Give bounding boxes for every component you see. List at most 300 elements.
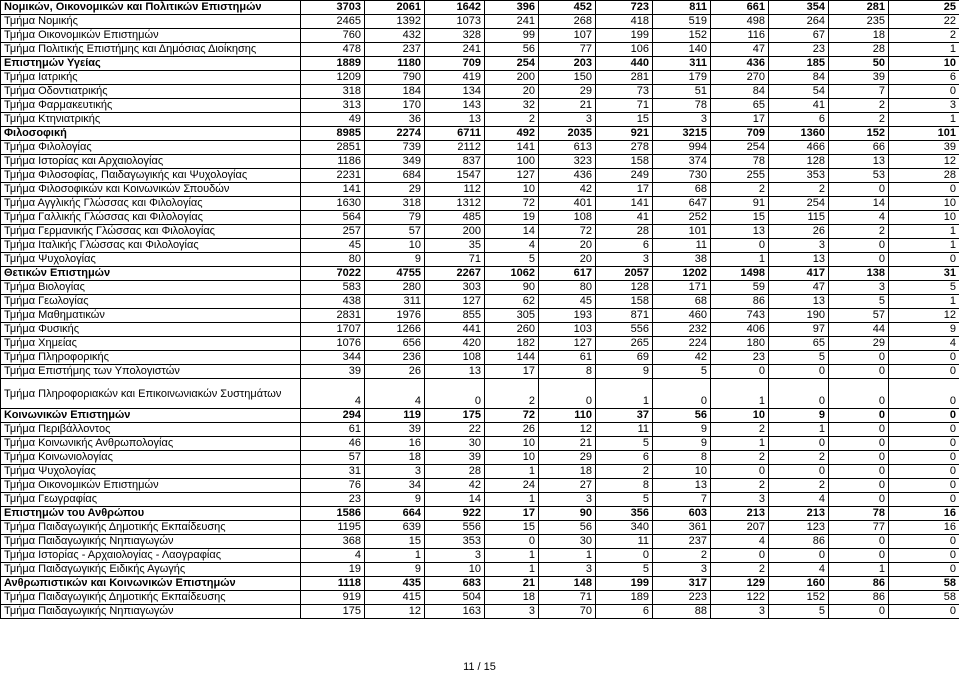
value-cell: 406 xyxy=(711,323,769,337)
value-cell: 0 xyxy=(485,535,539,549)
value-cell: 401 xyxy=(539,197,596,211)
value-cell: 73 xyxy=(596,85,653,99)
value-cell: 17 xyxy=(711,113,769,127)
row-label: Τμήμα Παιδαγωγικής Ειδικής Αγωγής xyxy=(1,563,301,577)
value-cell: 42 xyxy=(425,479,485,493)
value-cell: 0 xyxy=(829,351,889,365)
value-cell: 2 xyxy=(829,99,889,113)
value-cell: 317 xyxy=(653,577,711,591)
value-cell: 58 xyxy=(889,577,959,591)
value-cell: 103 xyxy=(539,323,596,337)
value-cell: 4 xyxy=(301,379,365,409)
row-label: Τμήμα Φιλολογίας xyxy=(1,141,301,155)
value-cell: 0 xyxy=(769,437,829,451)
value-cell: 0 xyxy=(829,183,889,197)
value-cell: 10 xyxy=(485,451,539,465)
value-cell: 1392 xyxy=(365,15,425,29)
value-cell: 106 xyxy=(596,43,653,57)
value-cell: 30 xyxy=(539,535,596,549)
value-cell: 58 xyxy=(889,591,959,605)
value-cell: 0 xyxy=(829,409,889,423)
value-cell: 36 xyxy=(365,113,425,127)
department-row xyxy=(1,183,959,197)
value-cell: 709 xyxy=(425,57,485,71)
value-cell: 2 xyxy=(485,113,539,127)
value-cell: 235 xyxy=(829,15,889,29)
value-cell: 12 xyxy=(889,309,959,323)
value-cell: 0 xyxy=(889,183,959,197)
value-cell: 21 xyxy=(539,99,596,113)
value-cell: 0 xyxy=(829,437,889,451)
value-cell: 684 xyxy=(365,169,425,183)
value-cell: 353 xyxy=(769,169,829,183)
value-cell: 200 xyxy=(425,225,485,239)
value-cell: 0 xyxy=(769,379,829,409)
value-cell: 3 xyxy=(653,563,711,577)
value-cell: 2 xyxy=(711,563,769,577)
value-cell: 21 xyxy=(485,577,539,591)
value-cell: 855 xyxy=(425,309,485,323)
value-cell: 34 xyxy=(365,479,425,493)
department-row xyxy=(1,155,959,169)
value-cell: 39 xyxy=(301,365,365,379)
department-row xyxy=(1,113,959,127)
value-cell: 0 xyxy=(653,379,711,409)
row-label: Τμήμα Κοινωνικής Ανθρωπολογίας xyxy=(1,437,301,451)
value-cell: 54 xyxy=(769,85,829,99)
value-cell: 26 xyxy=(769,225,829,239)
value-cell: 236 xyxy=(365,351,425,365)
row-label: Τμήμα Παιδαγωγικής Νηπιαγωγών xyxy=(1,535,301,549)
value-cell: 10 xyxy=(889,57,959,71)
value-cell: 5 xyxy=(485,253,539,267)
department-row xyxy=(1,141,959,155)
value-cell: 432 xyxy=(365,29,425,43)
value-cell: 76 xyxy=(301,479,365,493)
value-cell: 260 xyxy=(485,323,539,337)
value-cell: 4 xyxy=(889,337,959,351)
value-cell: 9 xyxy=(365,493,425,507)
value-cell: 47 xyxy=(769,281,829,295)
value-cell: 12 xyxy=(365,605,425,619)
value-cell: 5 xyxy=(769,351,829,365)
value-cell: 30 xyxy=(425,437,485,451)
department-row xyxy=(1,309,959,323)
value-cell: 2 xyxy=(769,451,829,465)
value-cell: 303 xyxy=(425,281,485,295)
value-cell: 223 xyxy=(653,591,711,605)
value-cell: 17 xyxy=(485,365,539,379)
value-cell: 79 xyxy=(365,211,425,225)
value-cell: 417 xyxy=(769,267,829,281)
value-cell: 29 xyxy=(829,337,889,351)
value-cell: 10 xyxy=(889,197,959,211)
value-cell: 84 xyxy=(711,85,769,99)
value-cell: 25 xyxy=(889,1,959,15)
value-cell: 170 xyxy=(365,99,425,113)
value-cell: 5 xyxy=(889,281,959,295)
value-cell: 128 xyxy=(596,281,653,295)
value-cell: 504 xyxy=(425,591,485,605)
value-cell: 3 xyxy=(425,549,485,563)
value-cell: 127 xyxy=(539,337,596,351)
value-cell: 556 xyxy=(425,521,485,535)
value-cell: 19 xyxy=(485,211,539,225)
value-cell: 13 xyxy=(769,295,829,309)
row-label: Τμήμα Πληροφορικής xyxy=(1,351,301,365)
value-cell: 440 xyxy=(596,57,653,71)
value-cell: 127 xyxy=(485,169,539,183)
value-cell: 2465 xyxy=(301,15,365,29)
value-cell: 140 xyxy=(653,43,711,57)
value-cell: 224 xyxy=(653,337,711,351)
value-cell: 1547 xyxy=(425,169,485,183)
value-cell: 86 xyxy=(829,591,889,605)
value-cell: 38 xyxy=(653,253,711,267)
value-cell: 0 xyxy=(711,365,769,379)
value-cell: 1 xyxy=(889,113,959,127)
value-cell: 255 xyxy=(711,169,769,183)
value-cell: 134 xyxy=(425,85,485,99)
value-cell: 29 xyxy=(539,85,596,99)
row-label: Κοινωνικών Επιστημών xyxy=(1,409,301,423)
value-cell: 9 xyxy=(365,253,425,267)
value-cell: 11 xyxy=(596,535,653,549)
faculty-total-row xyxy=(1,409,959,423)
value-cell: 3 xyxy=(711,493,769,507)
value-cell: 13 xyxy=(653,479,711,493)
value-cell: 20 xyxy=(485,85,539,99)
value-cell: 5 xyxy=(596,563,653,577)
value-cell: 10 xyxy=(889,211,959,225)
value-cell: 50 xyxy=(829,57,889,71)
value-cell: 10 xyxy=(711,409,769,423)
value-cell: 241 xyxy=(485,15,539,29)
value-cell: 18 xyxy=(485,591,539,605)
value-cell: 51 xyxy=(653,85,711,99)
row-label: Τμήμα Χημείας xyxy=(1,337,301,351)
row-label: Τμήμα Πολιτικής Επιστήμης και Δημόσιας Διοίκησης xyxy=(1,43,301,57)
value-cell: 4 xyxy=(301,549,365,563)
value-cell: 415 xyxy=(365,591,425,605)
department-row xyxy=(1,253,959,267)
value-cell: 128 xyxy=(769,155,829,169)
value-cell: 28 xyxy=(425,465,485,479)
value-cell: 323 xyxy=(539,155,596,169)
value-cell: 175 xyxy=(425,409,485,423)
value-cell: 2267 xyxy=(425,267,485,281)
row-label: Τμήμα Ιστορίας και Αρχαιολογίας xyxy=(1,155,301,169)
department-row xyxy=(1,549,959,563)
value-cell: 344 xyxy=(301,351,365,365)
value-cell: 56 xyxy=(653,409,711,423)
value-cell: 318 xyxy=(365,197,425,211)
value-cell: 9 xyxy=(653,423,711,437)
value-cell: 35 xyxy=(425,239,485,253)
value-cell: 5 xyxy=(829,295,889,309)
row-label: Τμήμα Παιδαγωγικής Δημοτικής Εκπαίδευσης xyxy=(1,591,301,605)
department-row xyxy=(1,239,959,253)
value-cell: 241 xyxy=(425,43,485,57)
value-cell: 0 xyxy=(889,563,959,577)
value-cell: 683 xyxy=(425,577,485,591)
table-body xyxy=(1,1,959,619)
value-cell: 3 xyxy=(485,605,539,619)
value-cell: 0 xyxy=(829,493,889,507)
value-cell: 0 xyxy=(889,535,959,549)
value-cell: 97 xyxy=(769,323,829,337)
value-cell: 8 xyxy=(653,451,711,465)
value-cell: 8 xyxy=(539,365,596,379)
value-cell: 16 xyxy=(365,437,425,451)
value-cell: 0 xyxy=(889,85,959,99)
value-cell: 3215 xyxy=(653,127,711,141)
value-cell: 12 xyxy=(539,423,596,437)
value-cell: 436 xyxy=(711,57,769,71)
row-label: Τμήμα Κτηνιατρικής xyxy=(1,113,301,127)
value-cell: 2 xyxy=(711,423,769,437)
value-cell: 1 xyxy=(485,493,539,507)
value-cell: 1642 xyxy=(425,1,485,15)
value-cell: 739 xyxy=(365,141,425,155)
row-label: Τμήμα Οδοντιατρικής xyxy=(1,85,301,99)
value-cell: 160 xyxy=(769,577,829,591)
row-label: Τμήμα Οικονομικών Επιστημών xyxy=(1,479,301,493)
value-cell: 77 xyxy=(539,43,596,57)
value-cell: 6 xyxy=(596,451,653,465)
row-label: Τμήμα Νομικής xyxy=(1,15,301,29)
value-cell: 190 xyxy=(769,309,829,323)
value-cell: 14 xyxy=(829,197,889,211)
value-cell: 115 xyxy=(769,211,829,225)
value-cell: 7 xyxy=(653,493,711,507)
value-cell: 0 xyxy=(829,605,889,619)
value-cell: 61 xyxy=(539,351,596,365)
value-cell: 99 xyxy=(485,29,539,43)
value-cell: 349 xyxy=(365,155,425,169)
value-cell: 583 xyxy=(301,281,365,295)
value-cell: 0 xyxy=(829,253,889,267)
value-cell: 11 xyxy=(653,239,711,253)
row-label: Ανθρωπιστικών και Κοινωνικών Επιστημών xyxy=(1,577,301,591)
value-cell: 811 xyxy=(653,1,711,15)
value-cell: 24 xyxy=(485,479,539,493)
value-cell: 3 xyxy=(653,113,711,127)
value-cell: 2831 xyxy=(301,309,365,323)
value-cell: 7022 xyxy=(301,267,365,281)
value-cell: 1 xyxy=(365,549,425,563)
department-row xyxy=(1,423,959,437)
value-cell: 0 xyxy=(539,379,596,409)
value-cell: 152 xyxy=(769,591,829,605)
value-cell: 354 xyxy=(769,1,829,15)
value-cell: 152 xyxy=(829,127,889,141)
value-cell: 180 xyxy=(711,337,769,351)
value-cell: 1 xyxy=(485,563,539,577)
value-cell: 9 xyxy=(596,365,653,379)
value-cell: 10 xyxy=(653,465,711,479)
value-cell: 2 xyxy=(769,183,829,197)
value-cell: 2 xyxy=(711,451,769,465)
department-row xyxy=(1,437,959,451)
row-label: Τμήμα Φυσικής xyxy=(1,323,301,337)
value-cell: 254 xyxy=(485,57,539,71)
department-row xyxy=(1,493,959,507)
value-cell: 452 xyxy=(539,1,596,15)
value-cell: 656 xyxy=(365,337,425,351)
value-cell: 57 xyxy=(829,309,889,323)
value-cell: 61 xyxy=(301,423,365,437)
value-cell: 438 xyxy=(301,295,365,309)
value-cell: 182 xyxy=(485,337,539,351)
value-cell: 919 xyxy=(301,591,365,605)
row-label: Τμήμα Φιλοσοφίας, Παιδαγωγικής και Ψυχολογίας xyxy=(1,169,301,183)
department-row xyxy=(1,99,959,113)
value-cell: 3 xyxy=(539,113,596,127)
value-cell: 564 xyxy=(301,211,365,225)
value-cell: 4755 xyxy=(365,267,425,281)
row-label: Τμήμα Αγγλικής Γλώσσας και Φιλολογίας xyxy=(1,197,301,211)
value-cell: 1 xyxy=(485,549,539,563)
value-cell: 141 xyxy=(485,141,539,155)
value-cell: 122 xyxy=(711,591,769,605)
value-cell: 15 xyxy=(596,113,653,127)
value-cell: 108 xyxy=(425,351,485,365)
value-cell: 213 xyxy=(769,507,829,521)
value-cell: 7 xyxy=(829,85,889,99)
value-cell: 199 xyxy=(596,577,653,591)
value-cell: 20 xyxy=(539,253,596,267)
value-cell: 9 xyxy=(365,563,425,577)
row-label: Τμήμα Παιδαγωγικής Δημοτικής Εκπαίδευσης xyxy=(1,521,301,535)
value-cell: 237 xyxy=(365,43,425,57)
value-cell: 13 xyxy=(425,365,485,379)
row-label: Τμήμα Ιταλικής Γλώσσας και Φιλολογίας xyxy=(1,239,301,253)
value-cell: 441 xyxy=(425,323,485,337)
value-cell: 84 xyxy=(769,71,829,85)
row-label: Τμήμα Κοινωνιολογίας xyxy=(1,451,301,465)
value-cell: 65 xyxy=(769,337,829,351)
value-cell: 3 xyxy=(829,281,889,295)
value-cell: 193 xyxy=(539,309,596,323)
value-cell: 5 xyxy=(769,605,829,619)
value-cell: 2 xyxy=(711,479,769,493)
value-cell: 199 xyxy=(596,29,653,43)
row-label: Τμήμα Γεωλογίας xyxy=(1,295,301,309)
value-cell: 353 xyxy=(425,535,485,549)
value-cell: 78 xyxy=(653,99,711,113)
row-label: Τμήμα Παιδαγωγικής Νηπιαγωγών xyxy=(1,605,301,619)
value-cell: 100 xyxy=(485,155,539,169)
value-cell: 31 xyxy=(889,267,959,281)
value-cell: 485 xyxy=(425,211,485,225)
value-cell: 466 xyxy=(769,141,829,155)
value-cell: 13 xyxy=(711,225,769,239)
value-cell: 39 xyxy=(425,451,485,465)
value-cell: 107 xyxy=(539,29,596,43)
value-cell: 18 xyxy=(539,465,596,479)
value-cell: 207 xyxy=(711,521,769,535)
value-cell: 6 xyxy=(596,605,653,619)
row-label: Τμήμα Βιολογίας xyxy=(1,281,301,295)
value-cell: 435 xyxy=(365,577,425,591)
value-cell: 16 xyxy=(889,507,959,521)
value-cell: 47 xyxy=(711,43,769,57)
department-row xyxy=(1,605,959,619)
row-label: Τμήμα Πληροφοριακών και Επικοινωνιακών Συστημάτων xyxy=(1,379,301,409)
value-cell: 368 xyxy=(301,535,365,549)
value-cell: 418 xyxy=(596,15,653,29)
department-row xyxy=(1,225,959,239)
value-cell: 1 xyxy=(889,225,959,239)
value-cell: 232 xyxy=(653,323,711,337)
value-cell: 71 xyxy=(425,253,485,267)
value-cell: 29 xyxy=(539,451,596,465)
value-cell: 9 xyxy=(653,437,711,451)
value-cell: 143 xyxy=(425,99,485,113)
value-cell: 1586 xyxy=(301,507,365,521)
value-cell: 189 xyxy=(596,591,653,605)
value-cell: 4 xyxy=(769,563,829,577)
value-cell: 305 xyxy=(485,309,539,323)
value-cell: 252 xyxy=(653,211,711,225)
value-cell: 101 xyxy=(889,127,959,141)
faculty-total-row xyxy=(1,57,959,71)
value-cell: 1 xyxy=(769,423,829,437)
row-label: Τμήμα Περιβάλλοντος xyxy=(1,423,301,437)
value-cell: 0 xyxy=(889,465,959,479)
value-cell: 3703 xyxy=(301,1,365,15)
value-cell: 361 xyxy=(653,521,711,535)
value-cell: 42 xyxy=(653,351,711,365)
value-cell: 67 xyxy=(769,29,829,43)
value-cell: 374 xyxy=(653,155,711,169)
value-cell: 45 xyxy=(539,295,596,309)
value-cell: 59 xyxy=(711,281,769,295)
value-cell: 138 xyxy=(829,267,889,281)
value-cell: 13 xyxy=(829,155,889,169)
value-cell: 14 xyxy=(485,225,539,239)
value-cell: 15 xyxy=(365,535,425,549)
value-cell: 743 xyxy=(711,309,769,323)
value-cell: 86 xyxy=(829,577,889,591)
value-cell: 249 xyxy=(596,169,653,183)
value-cell: 0 xyxy=(829,535,889,549)
faculty-total-row xyxy=(1,1,959,15)
value-cell: 86 xyxy=(711,295,769,309)
value-cell: 0 xyxy=(889,423,959,437)
value-cell: 4 xyxy=(711,535,769,549)
value-cell: 0 xyxy=(769,365,829,379)
value-cell: 41 xyxy=(596,211,653,225)
value-cell: 1 xyxy=(889,43,959,57)
value-cell: 80 xyxy=(539,281,596,295)
value-cell: 1180 xyxy=(365,57,425,71)
value-cell: 478 xyxy=(301,43,365,57)
value-cell: 13 xyxy=(769,253,829,267)
faculty-total-row xyxy=(1,127,959,141)
value-cell: 3 xyxy=(539,493,596,507)
value-cell: 1073 xyxy=(425,15,485,29)
value-cell: 91 xyxy=(711,197,769,211)
row-label: Τμήμα Ψυχολογίας xyxy=(1,465,301,479)
row-label: Τμήμα Φαρμακευτικής xyxy=(1,99,301,113)
value-cell: 0 xyxy=(889,253,959,267)
value-cell: 56 xyxy=(539,521,596,535)
faculty-total-row xyxy=(1,577,959,591)
value-cell: 2231 xyxy=(301,169,365,183)
value-cell: 57 xyxy=(365,225,425,239)
